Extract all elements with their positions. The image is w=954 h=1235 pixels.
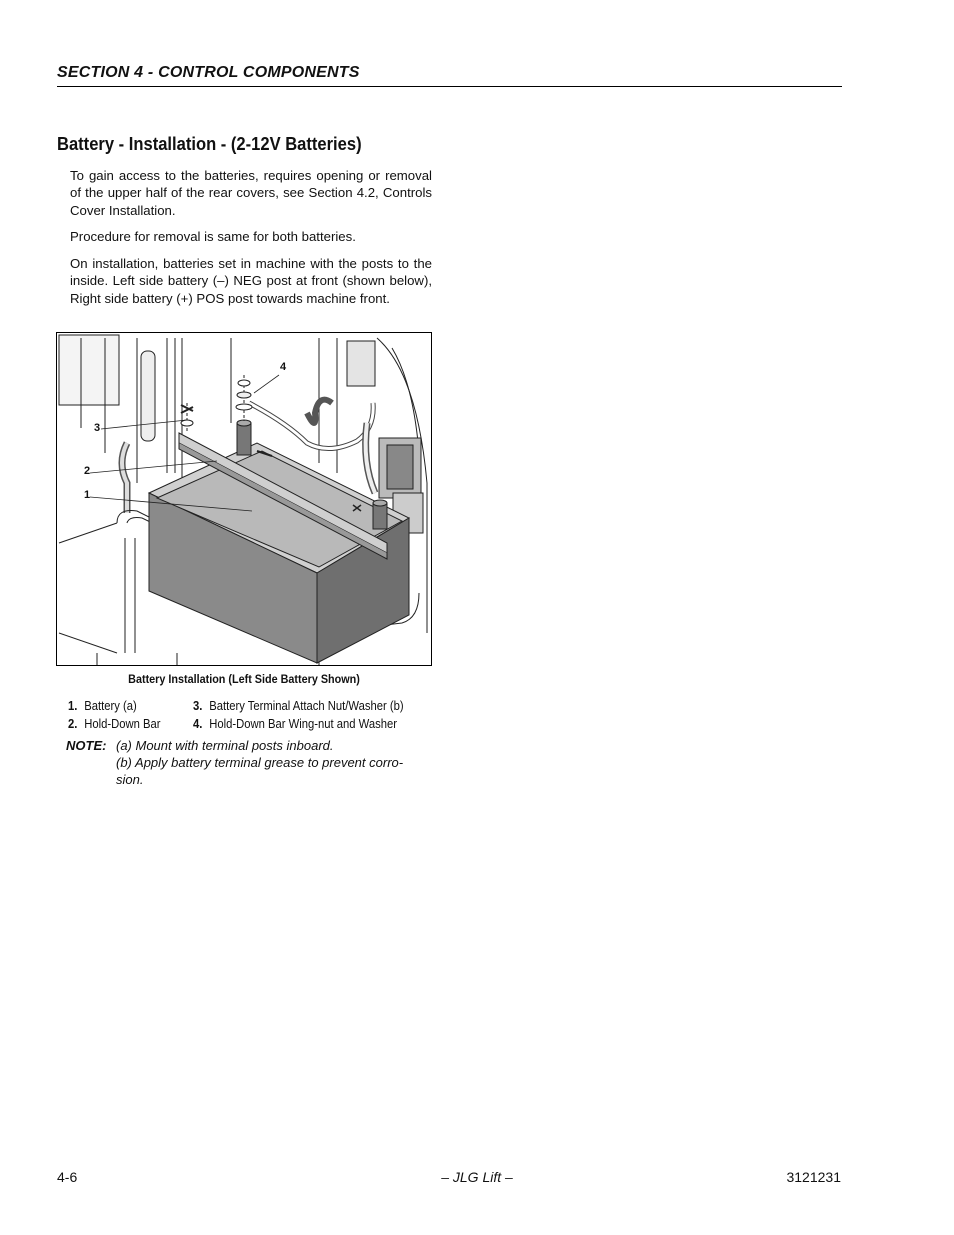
- footer-brand: – JLG Lift –: [441, 1169, 513, 1185]
- battery-installation-figure: [56, 332, 432, 666]
- page-number: 4-6: [57, 1169, 78, 1185]
- figure-caption: Battery Installation (Left Side Battery Shown): [128, 672, 360, 686]
- legend-item: 3. Battery Terminal Attach Nut/Washer (b): [193, 699, 404, 713]
- note-label: NOTE:: [66, 738, 107, 753]
- note-lines: [116, 737, 436, 789]
- legend-column-right: [193, 697, 404, 733]
- battery-illustration: [57, 333, 432, 666]
- document-number: 3121231: [786, 1169, 841, 1185]
- callout-3: 3: [94, 422, 101, 434]
- note-line: sion.: [116, 772, 144, 788]
- note-line: (a) Mount with terminal posts inboard.: [116, 738, 334, 753]
- legend-item: 2. Hold-Down Bar: [68, 717, 161, 731]
- callout-4: 4: [280, 361, 287, 373]
- note-line: (b) Apply battery terminal grease to prevent corro-: [116, 755, 404, 771]
- page-heading: Battery - Installation - (2-12V Batteries): [57, 134, 362, 154]
- legend-item: 4. Hold-Down Bar Wing-nut and Washer: [193, 717, 397, 731]
- legend-item: 1. Battery (a): [68, 699, 137, 713]
- paragraph-installation: On installation, batteries set in machine with the posts to the inside. Left side battery (–) NEG post at front (shown below), Right side battery (+) POS post towards machine front.: [70, 256, 432, 306]
- section-header: SECTION 4 - CONTROL COMPONENTS: [57, 64, 842, 87]
- paragraph-removal: Procedure for removal is same for both batteries.: [70, 229, 356, 244]
- callout-1: 1: [84, 489, 91, 501]
- callout-2: 2: [84, 465, 91, 477]
- legend-column-left: [68, 697, 160, 733]
- paragraph-access: To gain access to the batteries, requires opening or removal of the upper half of the rear covers, see Section 4.2, Controls Cover Installation.: [70, 168, 432, 218]
